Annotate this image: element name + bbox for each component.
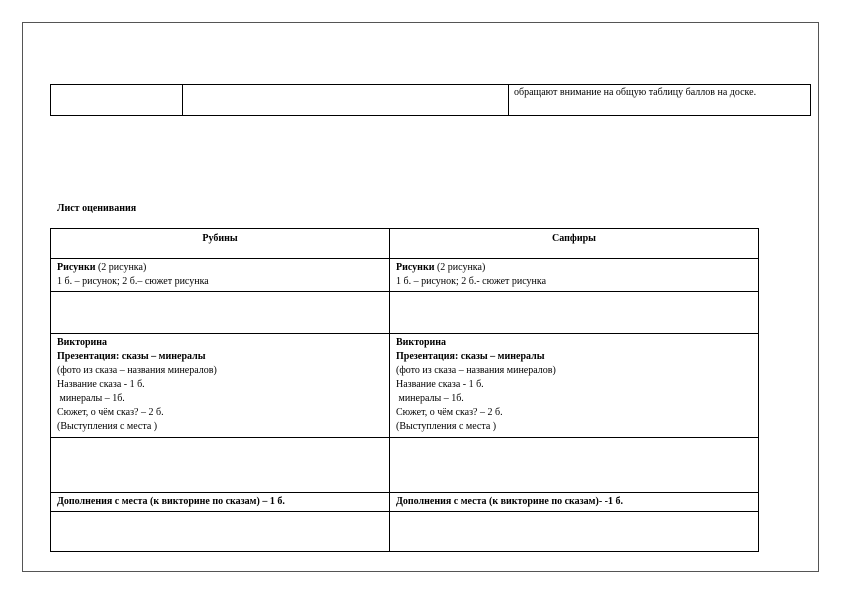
table-row <box>51 85 811 116</box>
evaluation-table <box>50 228 759 552</box>
table-cell <box>51 85 183 116</box>
criteria-line: 1 б. – рисунок; 2 б.- сюжет рисунка <box>396 276 547 287</box>
quiz-title: Викторина <box>396 337 447 348</box>
score-cell-rubies[interactable] <box>51 292 390 334</box>
criteria-title: Рисунки <box>396 262 435 273</box>
column-header-rubies: Рубины <box>51 229 390 259</box>
extras-criteria-row <box>51 493 759 512</box>
score-row-drawing <box>51 292 759 334</box>
column-header-sapphires: Сапфиры <box>390 229 759 259</box>
score-cell-sapphires[interactable] <box>390 292 759 334</box>
quiz-line: минералы – 1б. <box>396 393 464 404</box>
quiz-line: Название сказа - 1 б. <box>396 379 484 390</box>
top-fragment-table <box>50 84 811 116</box>
quiz-line: Название сказа - 1 б. <box>57 379 145 390</box>
quiz-subtitle: Презентация: сказы – минералы <box>396 351 545 362</box>
drawing-criteria-left <box>51 259 390 292</box>
drawing-criteria-right <box>390 259 759 292</box>
quiz-line: минералы – 1б. <box>57 393 125 404</box>
score-cell-rubies[interactable] <box>51 438 390 493</box>
table-cell: обращают внимание на общую таблицу баллов на доске. <box>509 85 811 116</box>
sheet-title: Лист оценивания <box>57 203 137 214</box>
quiz-line: (фото из сказа – названия минералов) <box>396 365 556 376</box>
quiz-line: Сюжет, о чём сказ? – 2 б. <box>396 407 503 418</box>
quiz-criteria-right <box>390 334 759 438</box>
quiz-criteria-row <box>51 334 759 438</box>
extras-criteria-left: Дополнения с места (к викторине по сказам) – 1 б. <box>51 493 390 512</box>
criteria-line: 1 б. – рисунок; 2 б.– сюжет рисунка <box>57 276 209 287</box>
score-row-quiz <box>51 438 759 493</box>
criteria-title-suffix: (2 рисунка) <box>95 262 147 273</box>
drawing-criteria-row <box>51 259 759 292</box>
score-cell-sapphires[interactable] <box>390 512 759 552</box>
score-row-extras <box>51 512 759 552</box>
criteria-title: Рисунки <box>57 262 96 273</box>
quiz-line: Сюжет, о чём сказ? – 2 б. <box>57 407 164 418</box>
quiz-line: (Выступления с места ) <box>396 421 497 432</box>
quiz-line: (Выступления с места ) <box>57 421 158 432</box>
score-cell-rubies[interactable] <box>51 512 390 552</box>
quiz-title: Викторина <box>57 337 108 348</box>
criteria-title-suffix: (2 рисунка) <box>434 262 486 273</box>
quiz-line: (фото из сказа – названия минералов) <box>57 365 217 376</box>
table-cell <box>183 85 509 116</box>
quiz-criteria-left <box>51 334 390 438</box>
score-cell-sapphires[interactable] <box>390 438 759 493</box>
extras-criteria-right: Дополнения с места (к викторине по сказам)- -1 б. <box>390 493 759 512</box>
table-header-row <box>51 229 759 259</box>
quiz-subtitle: Презентация: сказы – минералы <box>57 351 206 362</box>
